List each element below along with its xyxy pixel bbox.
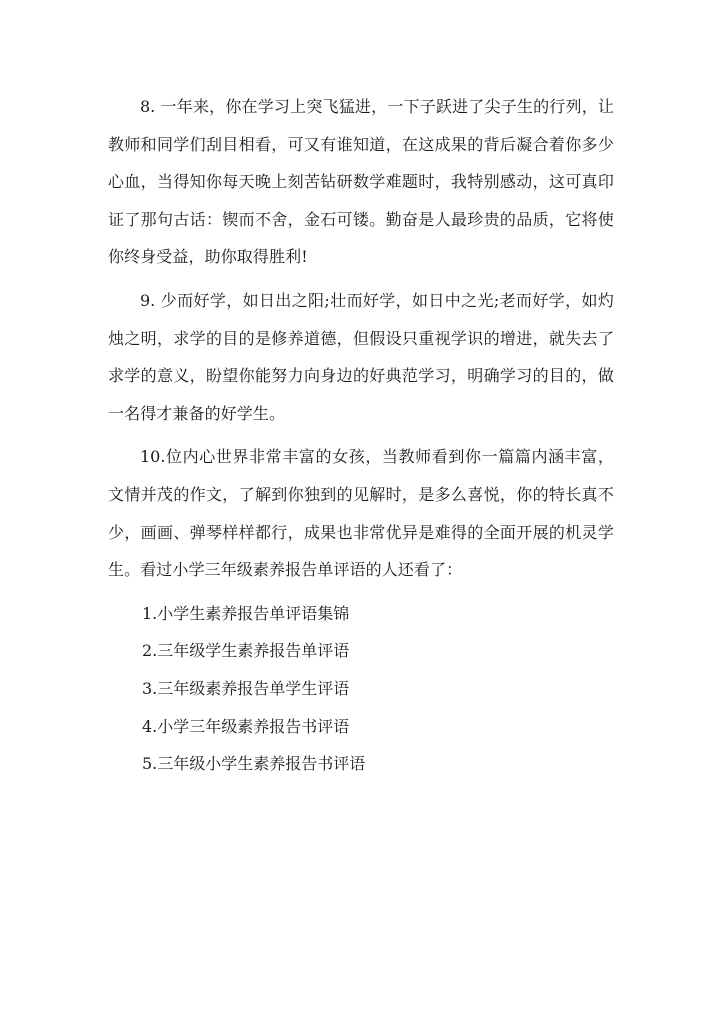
comment-paragraph-9	[108, 282, 614, 432]
comment-paragraph-8	[108, 88, 614, 276]
related-link-item[interactable]: 5.三年级小学生素养报告书评语	[142, 754, 366, 774]
related-link-item[interactable]: 1.小学生素养报告单评语集锦	[142, 603, 350, 623]
related-link-item[interactable]: 4.小学三年级素养报告书评语	[142, 716, 350, 736]
comment-paragraph-10	[108, 438, 614, 588]
document-body	[108, 88, 614, 783]
paragraph-text: 少而好学，如日出之阳;壮而好学，如日中之光;老而好学，如灼烛之明，求学的目的是修养道德，但假设只重视学识的增进，就失去了求学的意义，盼望你能努力向身边的好典范学习，明确学习的目的，做一名得才兼备的好学生。	[108, 290, 614, 423]
related-link-item[interactable]: 3.三年级素养报告单学生评语	[142, 678, 350, 698]
paragraph-text: 位内心世界非常丰富的女孩，当教师看到你一篇篇内涵丰富，文情并茂的作文，了解到你独到的见解时，是多么喜悦，你的特长真不少，画画、弹琴样样都行，成果也非常优异是难得的全面开展的机灵学生。看过小学三年级素养报告单评语的人还看了：	[108, 447, 614, 580]
paragraph-number: 10.	[140, 447, 166, 467]
paragraph-text: 一年来，你在学习上突飞猛进，一下子跃进了尖子生的行列，让教师和同学们刮目相看，可又有谁知道，在这成果的背后凝合着你多少心血，当得知你每天晚上刻苦钻研数学难题时，我特别感动，这可真印证了那句古话：锲而不舍，金石可镂。勤奋是人最珍贵的品质，它将使你终身受益，助你取得胜利!	[108, 97, 614, 267]
related-link-item[interactable]: 2.三年级学生素养报告单评语	[142, 641, 350, 661]
related-links-list	[108, 595, 614, 783]
paragraph-number: 9.	[140, 290, 156, 310]
paragraph-number: 8.	[140, 97, 156, 116]
